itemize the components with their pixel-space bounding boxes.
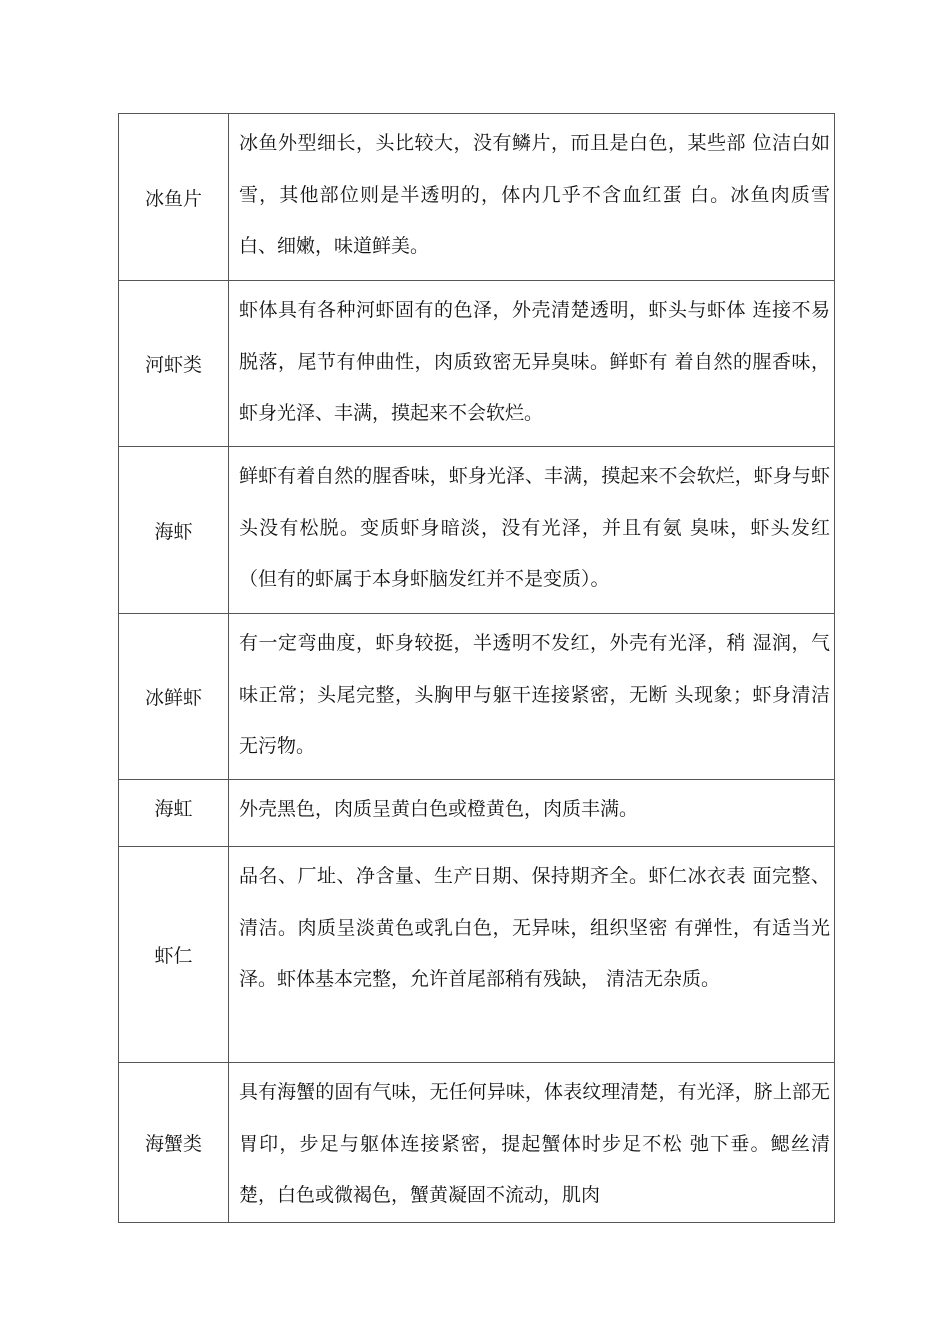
table-row bbox=[119, 281, 835, 447]
product-name-cell: 虾仁 bbox=[119, 847, 229, 1063]
product-description-cell: 有一定弯曲度，虾身较挺，半透明不发红，外壳有光泽，稍 湿润，气味正常；头尾完整，头胸甲与躯干连接紧密，无断 头现象；虾身清洁无污物。 bbox=[229, 614, 835, 780]
table-row bbox=[119, 780, 835, 847]
product-name-cell: 冰鲜虾 bbox=[119, 614, 229, 780]
table-row bbox=[119, 114, 835, 281]
product-description-cell: 外壳黑色，肉质呈黄白色或橙黄色，肉质丰满。 bbox=[229, 780, 835, 847]
product-description-cell: 品名、厂址、净含量、生产日期、保持期齐全。虾仁冰衣表 面完整、清洁。肉质呈淡黄色或乳白色，无异味，组织坚密 有弹性，有适当光泽。虾体基本完整，允许首尾部稍有残缺， 清洁无杂质。 bbox=[229, 847, 835, 1063]
product-description-cell: 鲜虾有着自然的腥香味，虾身光泽、丰满，摸起来不会软烂，虾身与虾头没有松脱。变质虾身暗淡，没有光泽，并且有氨 臭味，虾头发红（但有的虾属于本身虾脑发红并不是变质）。 bbox=[229, 447, 835, 614]
product-name-cell: 冰鱼片 bbox=[119, 114, 229, 281]
table-row bbox=[119, 1063, 835, 1223]
product-name-cell: 河虾类 bbox=[119, 281, 229, 447]
table-row bbox=[119, 447, 835, 614]
product-name-cell: 海蟹类 bbox=[119, 1063, 229, 1223]
product-description-cell: 虾体具有各种河虾固有的色泽，外壳清楚透明，虾头与虾体 连接不易脱落，尾节有伸曲性，肉质致密无异臭味。鲜虾有 着自然的腥香味，虾身光泽、丰满，摸起来不会软烂。 bbox=[229, 281, 835, 447]
product-name-cell: 海虾 bbox=[119, 447, 229, 614]
product-quality-table bbox=[118, 113, 835, 1223]
table-row bbox=[119, 847, 835, 1063]
product-description-cell: 具有海蟹的固有气味，无任何异味，体表纹理清楚，有光泽，脐上部无胃印，步足与躯体连接紧密，提起蟹体时步足不松 弛下垂。鳃丝清楚，白色或微褐色，蟹黄凝固不流动，肌肉 bbox=[229, 1063, 835, 1223]
table-row bbox=[119, 614, 835, 780]
product-description-cell: 冰鱼外型细长，头比较大，没有鳞片，而且是白色，某些部 位洁白如雪，其他部位则是半透明的，体内几乎不含血红蛋 白。冰鱼肉质雪白、细嫩，味道鲜美。 bbox=[229, 114, 835, 281]
product-name-cell: 海虹 bbox=[119, 780, 229, 847]
